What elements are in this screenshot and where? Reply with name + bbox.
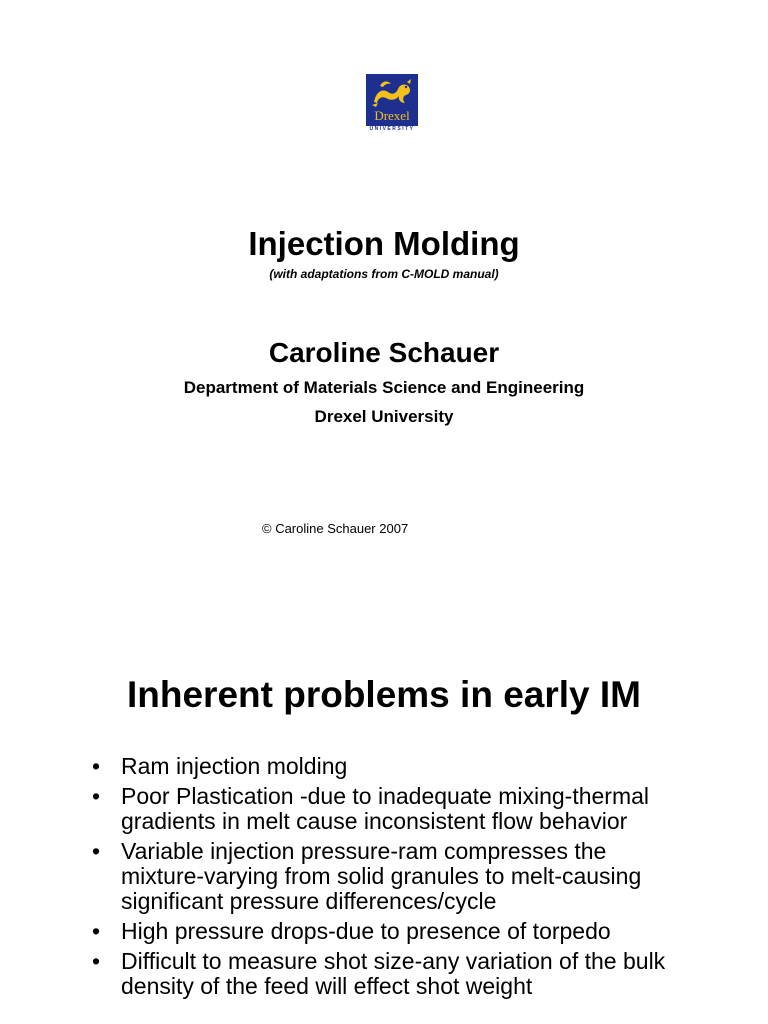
bullet-text-line: significant pressure differences/cycle: [121, 888, 497, 914]
bullet-item: [92, 919, 732, 944]
bullet-text-line: gradients in melt cause inconsistent flow behavior: [121, 808, 628, 834]
logo-subtext: UNIVERSITY: [369, 126, 415, 132]
bullet-text-line: High pressure drops-due to presence of torpedo: [121, 918, 611, 944]
bullet-text-line: Variable injection pressure-ram compresses the: [121, 838, 607, 864]
bullet-item: [92, 784, 732, 834]
logo-badge: [366, 74, 418, 126]
bullet-text-line: Difficult to measure shot size-any variation of the bulk: [121, 948, 666, 974]
dragon-icon: [366, 74, 418, 110]
section-heading: Inherent problems in early IM: [126, 674, 641, 715]
bullet-text-line: Ram injection molding: [121, 753, 348, 779]
bullet-dot-icon: •: [92, 948, 101, 974]
bullet-item: [92, 754, 732, 779]
bullet-text-line: mixture-varying from solid granules to melt-causing: [121, 863, 642, 889]
bullet-dot-icon: •: [92, 783, 101, 809]
copyright-notice: © Caroline Schauer 2007: [262, 521, 409, 536]
bullet-dot-icon: •: [92, 753, 101, 779]
author-name: Caroline Schauer: [268, 337, 500, 368]
bullet-dot-icon: •: [92, 838, 101, 864]
university-name: Drexel University: [314, 407, 454, 426]
bullet-text-line: Poor Plastication -due to inadequate mixing-thermal: [121, 783, 650, 809]
bullet-list: [92, 754, 732, 1004]
logo-wordmark: Drexel: [374, 108, 410, 123]
bullet-item: [92, 949, 732, 999]
page-title: Injection Molding: [248, 225, 520, 262]
bullet-dot-icon: •: [92, 918, 101, 944]
bullet-text-line: density of the feed will effect shot weight: [121, 973, 533, 999]
bullet-item: [92, 839, 732, 914]
department-name: Department of Materials Science and Engineering: [183, 378, 585, 397]
page-subtitle: (with adaptations from C-MOLD manual): [269, 267, 499, 281]
drexel-logo: [366, 74, 418, 132]
